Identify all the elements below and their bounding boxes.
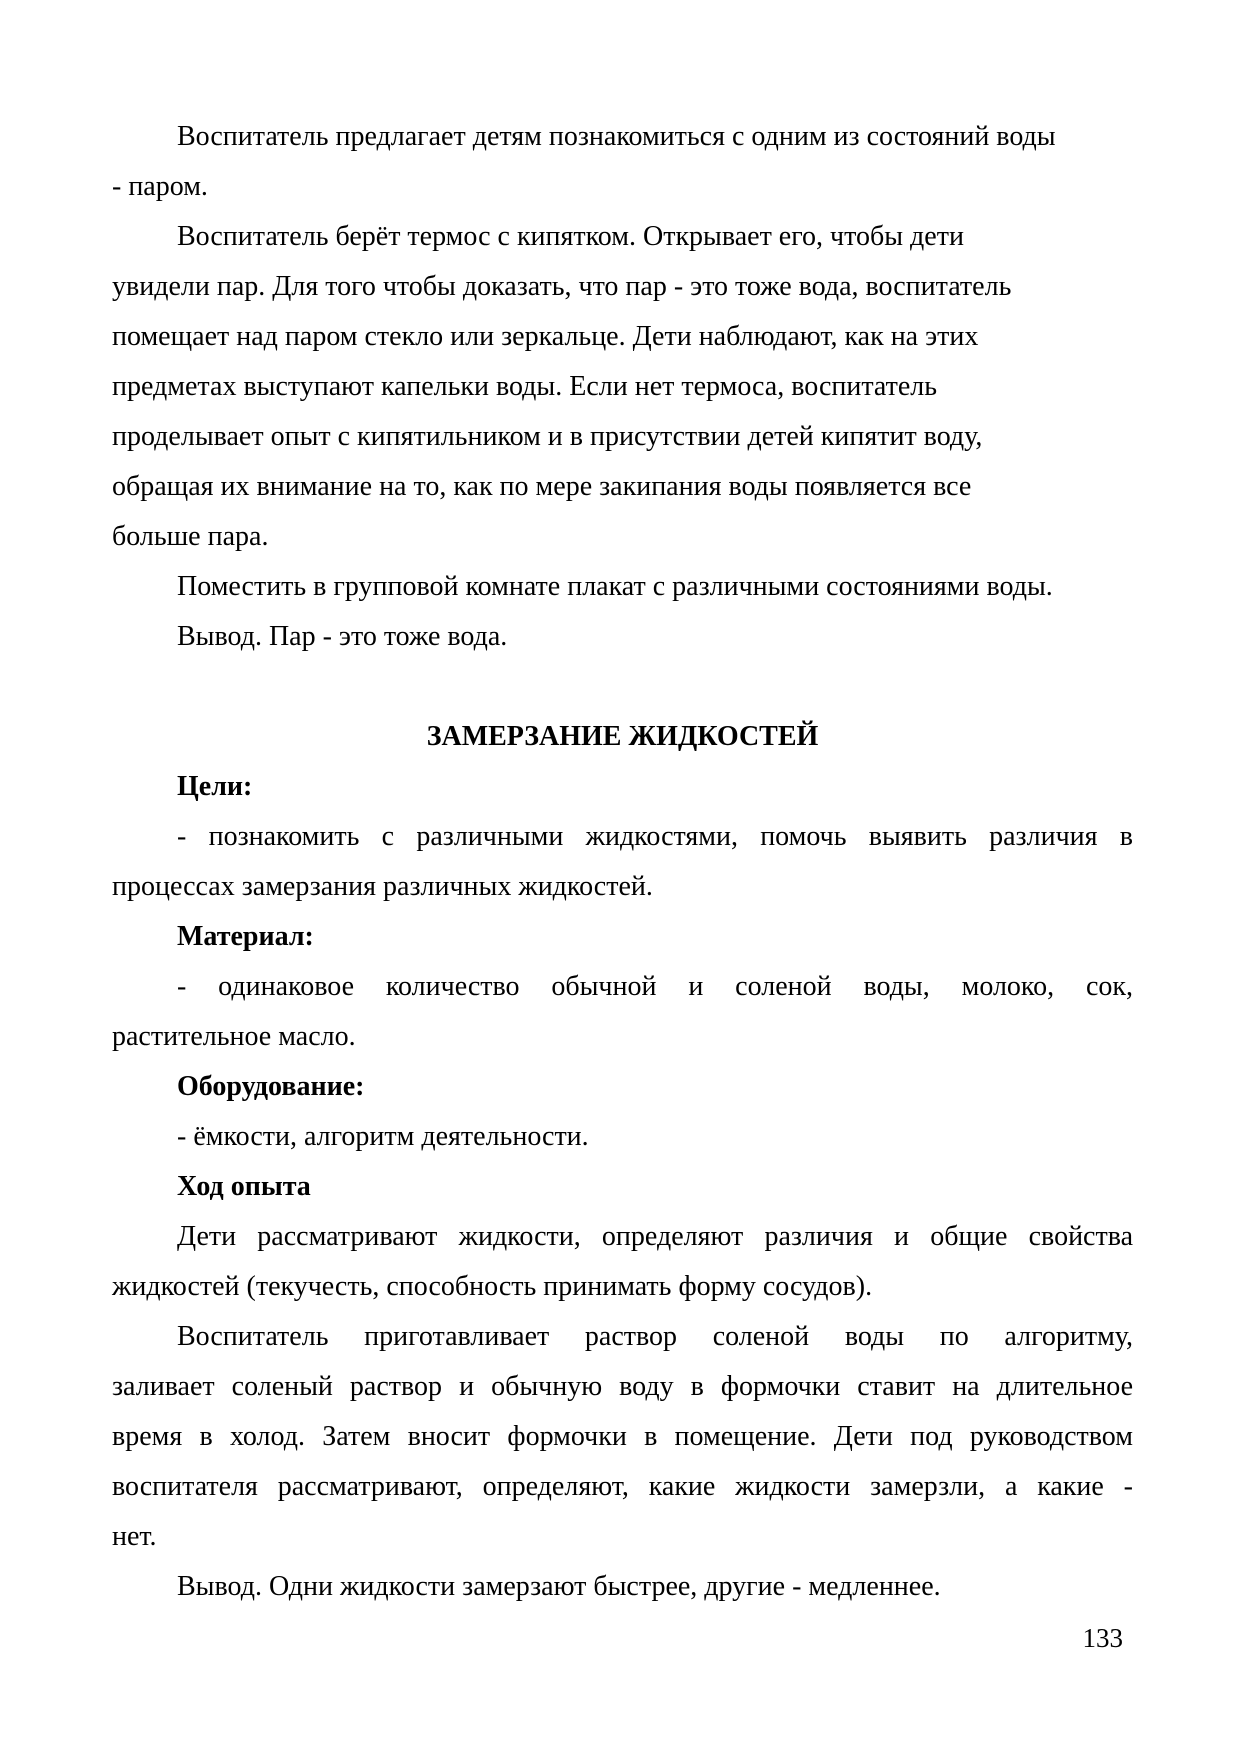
- text-line: Вывод. Пар - это тоже вода.: [177, 621, 508, 652]
- label-paragraph: [112, 762, 1133, 812]
- text-line: увидели пар. Для того чтобы доказать, что пар - это тоже вода, воспитатель: [112, 271, 1012, 302]
- paragraph: [112, 812, 1133, 912]
- text-line: проделывает опыт с кипятильником и в присутствии детей кипятит воду,: [112, 421, 983, 452]
- label-paragraph: [112, 1062, 1133, 1112]
- text-line: заливает соленый раствор и обычную воду в формочки ставит на длительное: [112, 1371, 1133, 1402]
- text-line: Дети рассматривают жидкости, определяют различия и общие свойства: [177, 1221, 1133, 1252]
- text-line: Воспитатель приготавливает раствор соленой воды по алгоритму,: [177, 1321, 1133, 1352]
- text-line: растительное масло.: [112, 1021, 356, 1052]
- text-line: процессах замерзания различных жидкостей.: [112, 871, 653, 902]
- text-line: помещает над паром стекло или зеркальце. Дети наблюдают, как на этих: [112, 321, 979, 352]
- text-line: нет.: [112, 1521, 157, 1552]
- text-line: больше пара.: [112, 521, 269, 552]
- text-line: Материал:: [177, 921, 314, 952]
- paragraph: [112, 1562, 1133, 1612]
- paragraph: [112, 612, 1133, 662]
- paragraph-spacer: [112, 662, 1133, 712]
- text-line: Цели:: [177, 771, 253, 802]
- label-paragraph: [112, 912, 1133, 962]
- paragraph: [112, 212, 1133, 562]
- label-paragraph: [112, 1162, 1133, 1212]
- paragraph: [112, 562, 1133, 612]
- paragraph: [112, 1312, 1133, 1562]
- paragraph: [112, 1112, 1133, 1162]
- text-line: Поместить в групповой комнате плакат с различными состояниями воды.: [177, 571, 1053, 602]
- text-line: Ход опыта: [177, 1171, 311, 1202]
- text-line: жидкостей (текучесть, способность принимать форму сосудов).: [112, 1271, 873, 1302]
- text-line: ЗАМЕРЗАНИЕ ЖИДКОСТЕЙ: [426, 721, 819, 752]
- text-line: Вывод. Одни жидкости замерзают быстрее, другие - медленнее.: [177, 1571, 941, 1602]
- text-line: Воспитатель предлагает детям познакомиться с одним из состояний воды: [177, 121, 1056, 152]
- section-heading: [112, 712, 1133, 762]
- text-line: - ёмкости, алгоритм деятельности.: [177, 1121, 589, 1152]
- paragraph: [112, 962, 1133, 1062]
- text-line: - одинаковое количество обычной и соленой воды, молоко, сок,: [177, 971, 1133, 1002]
- text-line: время в холод. Затем вносит формочки в помещение. Дети под руководством: [112, 1421, 1133, 1452]
- text-line: - паром.: [112, 171, 208, 202]
- paragraph: [112, 112, 1133, 212]
- text-line: воспитателя рассматривают, определяют, какие жидкости замерзли, а какие -: [112, 1471, 1133, 1502]
- text-line: - познакомить с различными жидкостями, помочь выявить различия в: [177, 821, 1133, 852]
- text-line: Воспитатель берёт термос с кипятком. Открывает его, чтобы дети: [177, 221, 964, 252]
- text-block: [112, 112, 1133, 1612]
- page-number: 133: [1082, 1623, 1123, 1653]
- paragraph: [112, 1212, 1133, 1312]
- text-line: Оборудование:: [177, 1071, 365, 1102]
- text-line: предметах выступают капельки воды. Если нет термоса, воспитатель: [112, 371, 938, 402]
- text-line: обращая их внимание на то, как по мере закипания воды появляется все: [112, 471, 972, 502]
